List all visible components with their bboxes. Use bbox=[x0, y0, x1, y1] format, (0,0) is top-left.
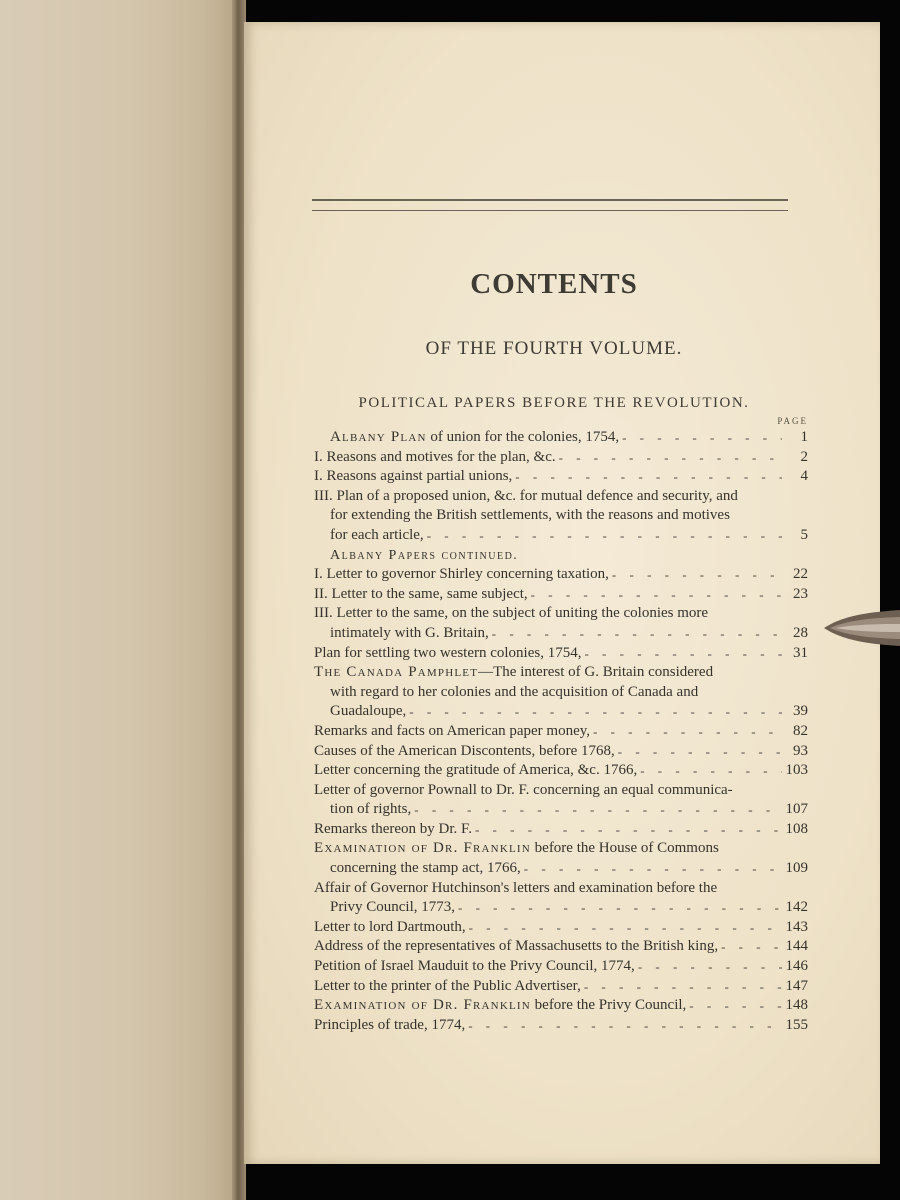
toc-page-number: 155 bbox=[785, 1016, 808, 1033]
dot-leader bbox=[455, 898, 782, 918]
toc-entry-label: Petition of Israel Mauduit to the Privy Council, 1774, bbox=[314, 958, 635, 975]
dot-leader bbox=[512, 467, 782, 487]
toc-entry-text bbox=[314, 585, 528, 605]
toc-page-number: 142 bbox=[785, 899, 808, 916]
table-of-contents bbox=[314, 428, 808, 1035]
toc-entry-label: I. Reasons against partial unions, bbox=[314, 468, 513, 485]
toc-entry-text bbox=[314, 702, 406, 722]
page-title: CONTENTS bbox=[470, 268, 638, 300]
toc-line bbox=[314, 918, 808, 938]
toc-line bbox=[314, 565, 808, 585]
dot-leader bbox=[489, 624, 782, 644]
toc-page-number: 146 bbox=[785, 958, 808, 975]
toc-entry-smallcaps: Examination of Dr. Franklin bbox=[314, 997, 531, 1014]
dot-leader bbox=[406, 702, 782, 722]
toc-line bbox=[314, 585, 808, 605]
toc-entry-text bbox=[314, 996, 686, 1016]
toc-entry-label: III. Plan of a proposed union, &c. for mutual defence and security, and bbox=[314, 487, 738, 504]
toc-entry-text bbox=[314, 859, 521, 879]
toc-line bbox=[314, 546, 808, 566]
toc-line bbox=[314, 781, 808, 801]
toc-entry-text bbox=[314, 428, 619, 448]
toc-page-number: 2 bbox=[800, 448, 808, 465]
toc-entry-label: Letter of governor Pownall to Dr. F. concerning an equal communica- bbox=[314, 781, 733, 798]
toc-line bbox=[314, 859, 808, 879]
toc-line bbox=[314, 702, 808, 722]
toc-line bbox=[314, 839, 808, 859]
toc-entry-label: of union for the colonies, 1754, bbox=[426, 429, 620, 445]
toc-entry-label: Guadaloupe, bbox=[330, 703, 407, 720]
toc-entry-text bbox=[314, 663, 713, 683]
dot-leader bbox=[619, 428, 782, 448]
toc-page-number: 147 bbox=[785, 977, 808, 994]
toc-line bbox=[314, 467, 808, 487]
dot-leader bbox=[609, 565, 782, 585]
toc-entry-smallcaps: Examination of Dr. Franklin bbox=[314, 840, 531, 857]
toc-entry-text bbox=[314, 722, 590, 742]
toc-line bbox=[314, 604, 808, 624]
toc-entry-text bbox=[314, 1016, 465, 1036]
toc-entry-text bbox=[314, 526, 424, 546]
toc-entry-label: III. Letter to the same, on the subject of uniting the colonies more bbox=[314, 605, 709, 622]
toc-page-number: 109 bbox=[785, 860, 808, 877]
toc-entry-label: I. Letter to governor Shirley concerning taxation, bbox=[314, 566, 609, 583]
toc-line bbox=[314, 742, 808, 762]
toc-line bbox=[314, 487, 808, 507]
toc-entry-text bbox=[314, 800, 411, 820]
toc-line bbox=[314, 800, 808, 820]
dot-leader bbox=[581, 644, 782, 664]
dot-leader bbox=[590, 722, 782, 742]
toc-page-number: 1 bbox=[800, 429, 808, 445]
toc-entry-text bbox=[314, 742, 615, 762]
dot-leader bbox=[635, 957, 782, 977]
dot-leader bbox=[424, 526, 782, 546]
toc-entry-label: Plan for settling two western colonies, 1754, bbox=[314, 644, 582, 661]
dot-leader bbox=[411, 800, 782, 820]
toc-line bbox=[314, 761, 808, 781]
bookmark-tab bbox=[822, 604, 900, 652]
toc-entry-label: tion of rights, bbox=[330, 801, 412, 818]
toc-line bbox=[314, 1016, 808, 1036]
toc-line bbox=[314, 977, 808, 997]
toc-entry-text bbox=[314, 565, 609, 585]
toc-entry-text bbox=[314, 898, 455, 918]
toc-page-number: 148 bbox=[785, 997, 808, 1014]
toc-page-number: 143 bbox=[785, 918, 808, 935]
toc-line bbox=[314, 820, 808, 840]
dot-leader bbox=[521, 859, 782, 879]
toc-page-number: 31 bbox=[793, 644, 808, 661]
toc-entry-label: concerning the stamp act, 1766, bbox=[330, 860, 521, 877]
toc-subheading: Albany Papers continued. bbox=[330, 547, 519, 563]
toc-page-number: 5 bbox=[800, 526, 808, 543]
dot-leader bbox=[686, 996, 782, 1016]
toc-page-number: 103 bbox=[785, 762, 808, 779]
toc-entry-text bbox=[314, 624, 489, 644]
toc-entry-text bbox=[314, 683, 698, 703]
toc-entry-text bbox=[314, 644, 581, 664]
toc-line bbox=[314, 506, 808, 526]
toc-line bbox=[314, 996, 808, 1016]
toc-entry-smallcaps: Albany Plan bbox=[330, 429, 427, 445]
toc-entry-label: intimately with G. Britain, bbox=[330, 624, 489, 641]
section-title: POLITICAL PAPERS BEFORE THE REVOLUTION. bbox=[358, 395, 750, 411]
toc-line bbox=[314, 624, 808, 644]
toc-entry-label: Principles of trade, 1774, bbox=[314, 1016, 466, 1033]
toc-entry-text bbox=[314, 506, 730, 526]
toc-page-number: 4 bbox=[800, 468, 808, 485]
toc-line bbox=[314, 937, 808, 957]
toc-line bbox=[314, 879, 808, 899]
ornamental-rule bbox=[312, 199, 788, 211]
toc-page-number: 22 bbox=[793, 566, 808, 583]
toc-line bbox=[314, 644, 808, 664]
toc-entry-label: before the Privy Council, bbox=[530, 997, 687, 1014]
toc-line bbox=[314, 898, 808, 918]
toc-entry-text bbox=[314, 937, 718, 957]
toc-entry-text bbox=[314, 977, 581, 997]
toc-page-number: 107 bbox=[785, 801, 808, 818]
toc-line bbox=[314, 448, 808, 468]
toc-line bbox=[314, 683, 808, 703]
toc-page-number: 82 bbox=[793, 722, 808, 739]
toc-line bbox=[314, 663, 808, 683]
page-subtitle: OF THE FOURTH VOLUME. bbox=[425, 338, 683, 359]
toc-entry-text bbox=[314, 839, 719, 859]
toc-page-number: 93 bbox=[793, 742, 808, 759]
toc-entry-label: Letter to lord Dartmouth, bbox=[314, 918, 466, 935]
toc-entry-label: Address of the representatives of Massachusetts to the British king, bbox=[314, 938, 719, 955]
dot-leader bbox=[556, 448, 782, 468]
toc-entry-label: Letter to the printer of the Public Advertiser, bbox=[314, 977, 581, 994]
toc-entry-text bbox=[314, 487, 738, 507]
toc-entry-text bbox=[314, 918, 466, 938]
toc-entry-label: —The interest of G. Britain considered bbox=[478, 664, 714, 681]
page-column-label: PAGE bbox=[777, 416, 808, 426]
dot-leader bbox=[615, 742, 782, 762]
dot-leader bbox=[528, 585, 782, 605]
toc-entry-text bbox=[314, 448, 556, 468]
toc-entry-label: I. Reasons and motives for the plan, &c. bbox=[314, 448, 556, 465]
toc-entry-text bbox=[314, 761, 637, 781]
toc-entry-text bbox=[314, 781, 733, 801]
toc-entry-smallcaps: The Canada Pamphlet bbox=[314, 664, 479, 681]
toc-entry-label: for each article, bbox=[330, 526, 424, 543]
toc-entry-text bbox=[314, 467, 512, 487]
toc-line bbox=[314, 957, 808, 977]
toc-entry-label: before the House of Commons bbox=[530, 840, 719, 857]
toc-entry-label: II. Letter to the same, same subject, bbox=[314, 585, 528, 602]
toc-line bbox=[314, 722, 808, 742]
toc-entry-text bbox=[314, 879, 717, 899]
toc-page-number: 108 bbox=[785, 820, 808, 837]
toc-entry-label: Letter concerning the gratitude of America, &c. 1766, bbox=[314, 762, 638, 779]
left-page bbox=[0, 0, 238, 1200]
dot-leader bbox=[637, 761, 782, 781]
toc-page-number: 23 bbox=[793, 585, 808, 602]
dot-leader bbox=[581, 977, 782, 997]
toc-entry-text bbox=[314, 957, 635, 977]
toc-entry-label: Remarks and facts on American paper money, bbox=[314, 722, 591, 739]
toc-entry-label: Privy Council, 1773, bbox=[330, 899, 456, 916]
toc-line bbox=[314, 428, 808, 448]
toc-entry-label: Affair of Governor Hutchinson's letters and examination before the bbox=[314, 879, 718, 896]
toc-entry-label: Causes of the American Discontents, before 1768, bbox=[314, 742, 615, 759]
toc-entry-text bbox=[314, 820, 472, 840]
toc-entry-text bbox=[314, 604, 708, 624]
toc-entry-label: for extending the British settlements, with the reasons and motives bbox=[330, 507, 730, 524]
toc-page-number: 144 bbox=[785, 938, 808, 955]
toc-entry-label: Remarks thereon by Dr. F. bbox=[314, 820, 472, 837]
dot-leader bbox=[472, 820, 782, 840]
toc-entry-label: with regard to her colonies and the acquisition of Canada and bbox=[330, 683, 699, 700]
toc-page-number: 28 bbox=[793, 624, 808, 641]
dot-leader bbox=[466, 918, 782, 938]
toc-page-number: 39 bbox=[793, 703, 808, 720]
dot-leader bbox=[465, 1016, 782, 1036]
dot-leader bbox=[718, 937, 782, 957]
toc-line bbox=[314, 526, 808, 546]
